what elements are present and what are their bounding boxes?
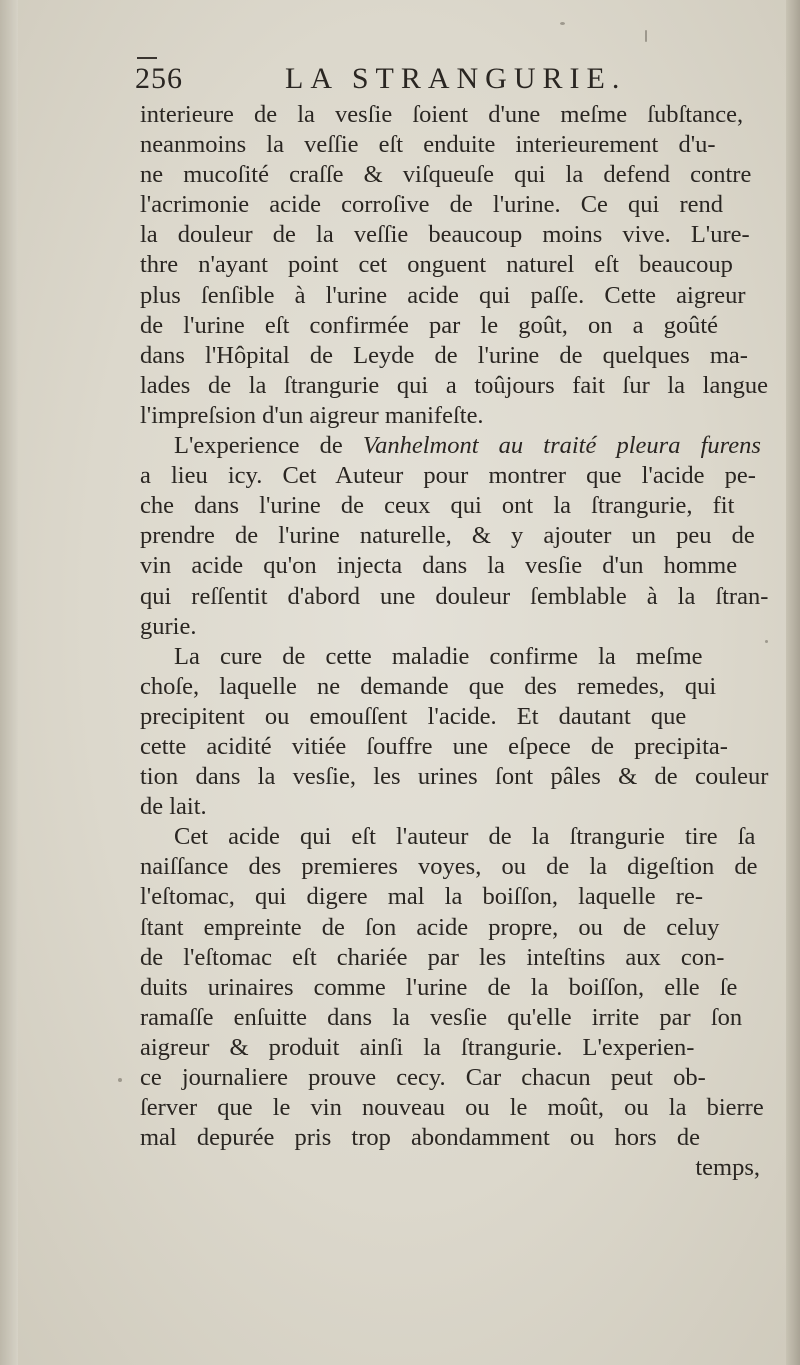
text-line: vin acide qu'on injecta dans la vesſie d'un homme (140, 552, 738, 580)
text-line: aigreur & produit ainſi la ſtrangurie. L'experien- (140, 1033, 695, 1061)
text-line: de l'eſtomac eſt chariée par les inteſtins aux con- (140, 943, 725, 971)
text-line: dans l'Hôpital de Leyde de l'urine de quelques ma- (140, 341, 748, 369)
text-line: mal depurée pris trop abondamment ou hors de (140, 1124, 700, 1152)
text-line: lades de la ſtrangurie qui a toûjours fait ſur la langue (140, 371, 768, 399)
text-line: naiſſance des premieres voyes, ou de la digeſtion de (140, 853, 758, 881)
text-line: interieure de la vesſie ſoient d'une meſme ſubſtance, (140, 101, 744, 128)
text-line: prendre de l'urine naturelle, & y ajouter un peu de (140, 522, 755, 550)
italic-citation: Vanhelmont au traité pleura furens (362, 432, 761, 460)
text-line: ſtant empreinte de ſon acide propre, ou de celuy (140, 913, 720, 941)
paragraph-first-line: Cet acide qui eſt l'auteur de la ſtrangurie tire ſa (174, 823, 756, 851)
text-line: gurie. (140, 612, 197, 640)
running-title: LA STRANGURIE. (285, 62, 627, 95)
text-line: neanmoins la veſſie eſt enduite interieurement d'u- (140, 131, 716, 159)
page-right-edge-shadow (786, 0, 800, 1365)
text-line: plus ſenſible à l'urine acide qui paſſe. Cette aigreur (140, 281, 746, 309)
text-line: cette acidité vitiée ſouffre une eſpece de precipita- (140, 732, 728, 760)
paper-speck (118, 1078, 122, 1082)
text-line: che dans l'urine de ceux qui ont la ſtrangurie, fit (140, 492, 735, 520)
text-line: ſerver que le vin nouveau ou le moût, ou la bierre (140, 1094, 764, 1122)
page-left-edge-shadow (0, 0, 18, 1365)
text-line: thre n'ayant point cet onguent naturel eſt beaucoup (140, 251, 733, 279)
paper-speck (560, 22, 565, 25)
text-line: ne mucoſité craſſe & viſqueuſe qui la defend contre (140, 161, 752, 189)
page-number-mark (137, 57, 157, 59)
paragraph-first-line (140, 431, 768, 461)
text-line: choſe, laquelle ne demande que des remedes, qui (140, 672, 717, 700)
text-line: tion dans la vesſie, les urines ſont pâles & de couleur (140, 763, 769, 791)
paragraph-first-line: La cure de cette maladie confirme la meſme (174, 642, 703, 670)
text-line: duits urinaires comme l'urine de la boiſſon, elle ſe (140, 973, 738, 1001)
paper-speck (645, 30, 647, 42)
text-line: de l'urine eſt confirmée par le goût, on a goûté (140, 311, 719, 339)
text-line: l'acrimonie acide corroſive de l'urine. Ce qui rend (140, 191, 724, 219)
text-run: L'experience de (174, 432, 363, 460)
text-line: l'eſtomac, qui digere mal la boiſſon, laquelle re- (140, 883, 703, 911)
text-line: a lieu icy. Cet Auteur pour montrer que l'acide pe- (140, 462, 756, 490)
text-line: la douleur de la veſſie beaucoup moins vive. L'ure- (140, 221, 750, 249)
text-line: precipitent ou emouſſent l'acide. Et dautant que (140, 702, 687, 730)
running-head (135, 62, 695, 102)
text-line: de lait. (140, 793, 207, 821)
catchword: temps, (695, 1154, 760, 1182)
body-text (140, 100, 768, 1183)
text-line: l'impreſsion d'un aigreur manifeſte. (140, 401, 484, 429)
text-line: ramaſſe enſuitte dans la vesſie qu'elle irrite par ſon (140, 1003, 743, 1031)
page-number: 256 (135, 62, 183, 95)
text-line: qui reſſentit d'abord une douleur ſemblable à la ſtran- (140, 582, 769, 610)
text-line: ce journaliere prouve cecy. Car chacun peut ob- (140, 1064, 706, 1091)
